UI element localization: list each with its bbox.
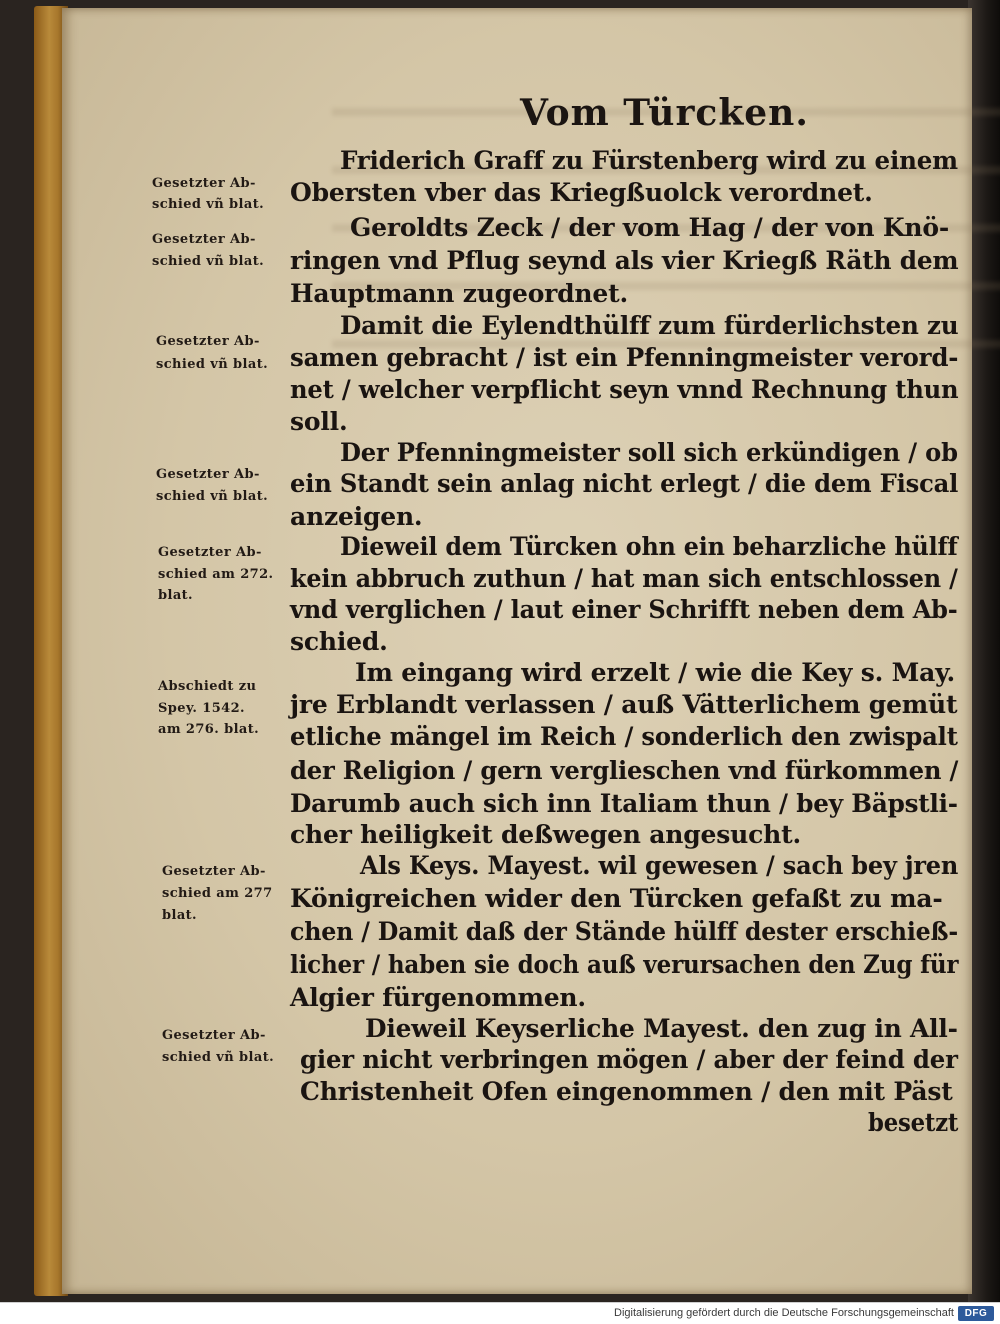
text-line: Geroldts Zeck / der vom Hag / der von Knö- [350,213,949,242]
margin-note: Spey. 1542. [158,701,245,716]
margin-note: schied am 277 [162,886,273,901]
margin-note: Gesetzter Ab- [152,176,256,191]
margin-note: Gesetzter Ab- [156,467,260,482]
text-line: Darumb auch sich inn Italiam thun / bey Bäpstli- [290,789,958,818]
text-line: cher heiligkeit deßwegen angesucht. [290,820,801,849]
text-line: anzeigen. [290,502,423,531]
text-line: kein abbruch zuthun / hat man sich entschlossen / [290,564,958,593]
margin-note: am 276. blat. [158,722,260,737]
margin-note: schied vñ blat. [152,197,265,212]
text-line: Algier fürgenommen. [290,983,586,1012]
text-line: Dieweil Keyserliche Mayest. den zug in All- [365,1014,958,1043]
text-line: Christenheit Ofen eingenommen / den mit Päst [300,1077,953,1106]
margin-note: schied vñ blat. [156,357,269,372]
text-line: Friderich Graff zu Fürstenberg wird zu einem [340,146,958,175]
margin-note: schied vñ blat. [152,254,265,269]
text-line: net / welcher verpflicht seyn vnnd Rechnung thun [290,375,959,404]
text-line: gier nicht verbringen mögen / aber der feind der [300,1045,958,1074]
margin-note: schied vñ blat. [156,489,269,504]
text-line: Dieweil dem Türcken ohn ein beharzliche hülff [340,532,958,561]
dfg-logo: DFG [958,1306,994,1321]
margin-note: blat. [158,588,193,603]
text-line: Damit die Eylendthülff zum fürderlichsten zu [340,311,959,340]
text-line: licher / haben sie doch auß verursachen den Zug für [290,950,959,979]
margin-note: schied am 272. [158,567,274,582]
text-line: ein Standt sein anlag nicht erlegt / die dem Fiscal [290,469,959,498]
margin-note: Gesetzter Ab- [152,232,256,247]
margin-note: Abschiedt zu [158,679,257,694]
text-line: etliche mängel im Reich / sonderlich den zwispalt [290,722,958,751]
footer-bar [0,1302,1000,1324]
text-line: jre Erblandt verlassen / auß Vätterlichem gemüt [290,690,958,719]
text-line: vnd verglichen / laut einer Schrifft neben dem Ab- [290,595,958,624]
text-line: Als Keys. Mayest. wil gewesen / sach bey jren [360,851,959,880]
text-line: besetzt [868,1108,959,1137]
text-line: chen / Damit daß der Stände hülff dester erschieß- [290,917,958,946]
margin-note: Gesetzter Ab- [158,545,262,560]
text-line: samen gebracht / ist ein Pfenningmeister verord- [290,343,959,372]
text-line: Im eingang wird erzelt / wie die Key s. May. [355,658,956,687]
margin-note: blat. [162,908,197,923]
margin-note: Gesetzter Ab- [162,1028,266,1043]
page-title: Vom Türcken. [520,92,809,134]
margin-note: Gesetzter Ab- [156,334,260,349]
text-line: Königreichen wider den Türcken gefaßt zu ma- [290,884,943,913]
text-line: schied. [290,627,388,656]
text-line: Obersten vber das Kriegßuolck verordnet. [290,178,873,207]
text-line: Hauptmann zugeordnet. [290,279,628,308]
margin-note: Gesetzter Ab- [162,864,266,879]
funding-notice: Digitalisierung gefördert durch die Deutsche Forschungsgemeinschaft [614,1307,954,1319]
text-line: soll. [290,407,348,436]
text-line: der Religion / gern verglieschen vnd fürkommen / [290,756,959,785]
text-line: ringen vnd Pflug seynd als vier Kriegß Räth dem [290,246,959,275]
margin-note: schied vñ blat. [162,1050,275,1065]
text-line: Der Pfenningmeister soll sich erkündigen / ob [340,438,958,467]
